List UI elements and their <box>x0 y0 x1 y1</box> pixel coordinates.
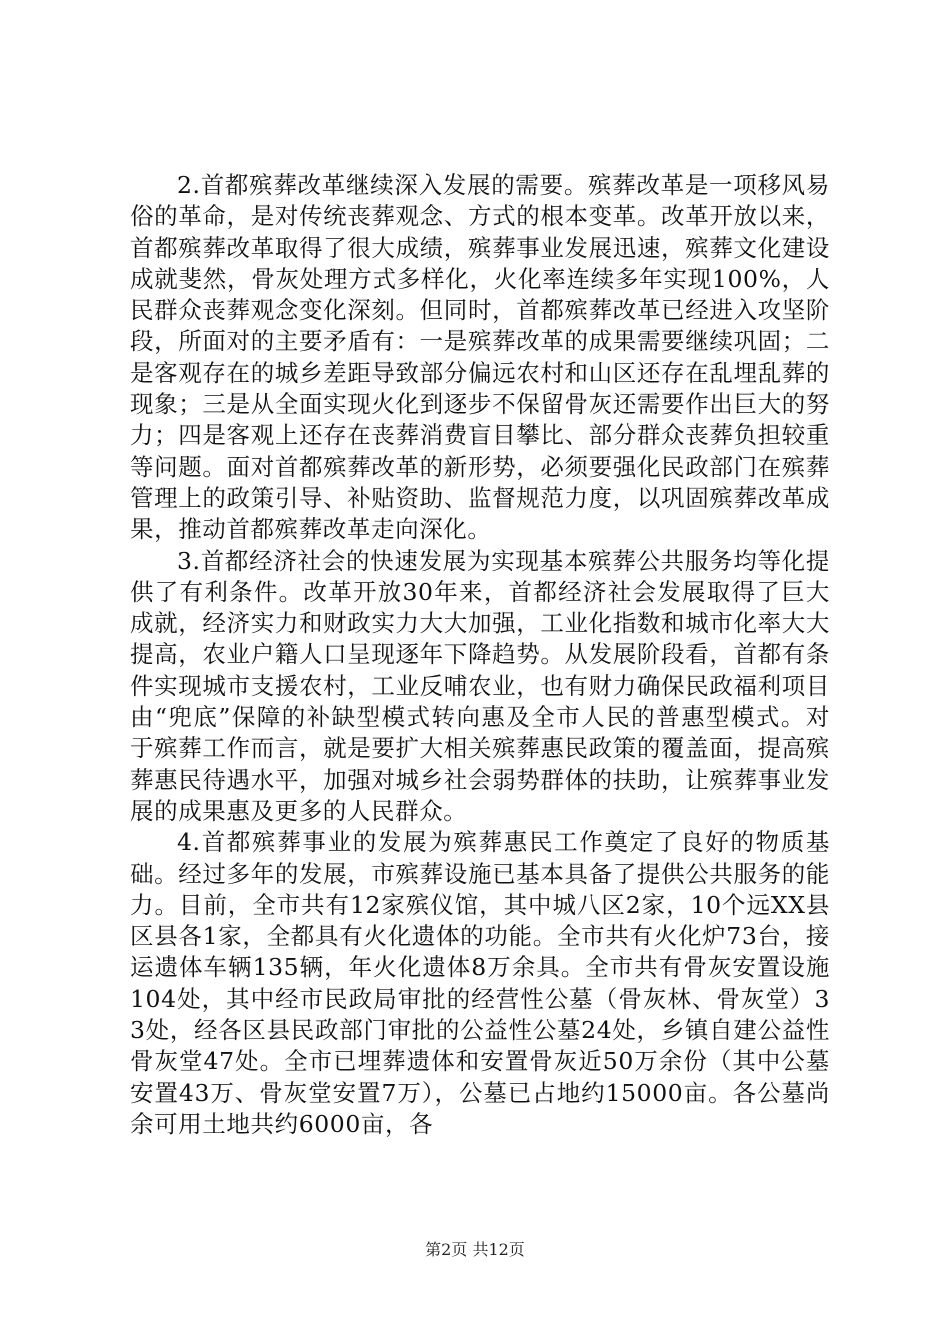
paragraph-3: 3.首都经济社会的快速发展为实现基本殡葬公共服务均等化提供了有利条件。改革开放30年来，首都经济社会发展取得了巨大成就，经济实力和财政实力大大加强，工业化指数和城市化率大大提高，农业户籍人口呈现逐年下降趋势。从发展阶段看，首都有条件实现城市支援农村，工业反哺农业，也有财力确保民政福利项目由“兜底”保障的补缺型模式转向惠及全市人民的普惠型模式。对于殡葬工作而言，就是要扩大相关殡葬惠民政策的覆盖面，提高殡葬惠民待遇水平，加强对城乡社会弱势群体的扶助，让殡葬事业发展的成果惠及更多的人民群众。 <box>130 546 830 825</box>
paragraph-4: 4.首都殡葬事业的发展为殡葬惠民工作奠定了良好的物质基础。经过多年的发展，市殡葬设施已基本具备了提供公共服务的能力。目前，全市共有12家殡仪馆，其中城八区2家，10个远XX县区县各1家，全都具有火化遗体的功能。全市共有火化炉73台，接运遗体车辆135辆，年火化遗体8万余具。全市共有骨灰安置设施104处，其中经市民政局审批的经营性公墓（骨灰林、骨灰堂）33处，经各区县民政部门审批的公益性公墓24处，乡镇自建公益性骨灰堂47处。全市已埋葬遗体和安置骨灰近50万余份（其中公墓安置43万、骨灰堂安置7万），公墓已占地约15000亩。各公墓尚余可用土地共约6000亩，各 <box>130 828 830 1138</box>
paragraph-2: 2.首都殡葬改革继续深入发展的需要。殡葬改革是一项移风易俗的革命，是对传统丧葬观念、方式的根本变革。改革开放以来，首都殡葬改革取得了很大成绩，殡葬事业发展迅速，殡葬文化建设成就斐然，骨灰处理方式多样化，火化率连续多年实现100%，人民群众丧葬观念变化深刻。但同时，首都殡葬改革已经进入攻坚阶段，所面对的主要矛盾有：一是殡葬改革的成果需要继续巩固；二是客观存在的城乡差距导致部分偏远农村和山区还存在乱埋乱葬的现象；三是从全面实现火化到逐步不保留骨灰还需要作出巨大的努力；四是客观上还存在丧葬消费盲目攀比、部分群众丧葬负担较重等问题。面对首都殡葬改革的新形势，必须要强化民政部门在殡葬管理上的政策引导、补贴资助、监督规范力度，以巩固殡葬改革成果，推动首都殡葬改革走向深化。 <box>130 171 830 544</box>
document-body <box>130 170 830 1140</box>
page-number-label: 第2页 共12页 <box>425 1240 525 1259</box>
page-footer <box>0 1240 950 1260</box>
